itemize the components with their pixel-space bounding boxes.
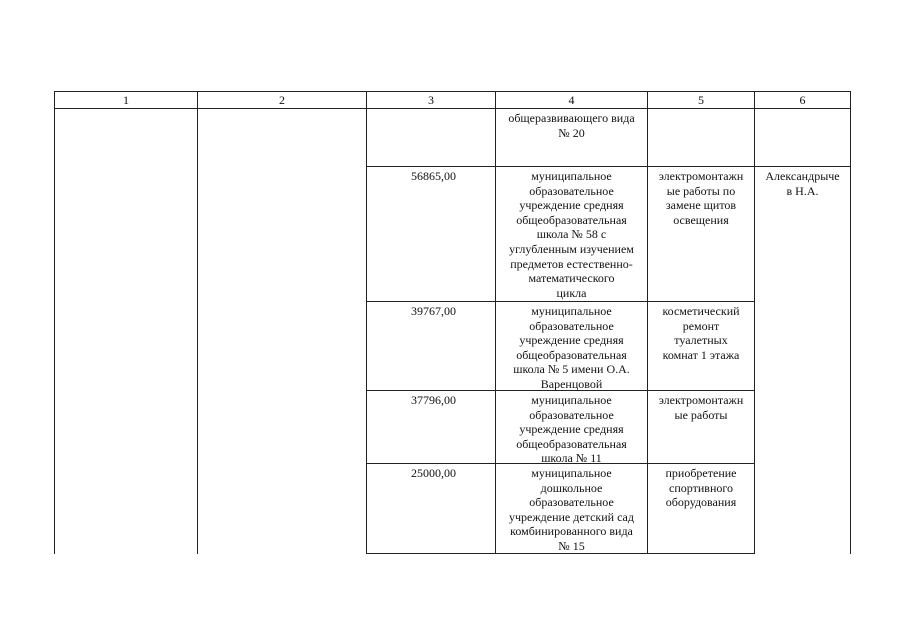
- header-col-2: 2: [279, 93, 285, 107]
- row-5-institution: муниципальное дошкольное образовательное учреждение детский сад комбинированного вида № 15: [509, 466, 634, 553]
- row-3-institution: муниципальное образовательное учреждение средняя общеобразовательная школа № 5 имени О.А. Варенцовой: [513, 304, 630, 391]
- row-2-work: электромонтажн ые работы по замене щитов освещения: [658, 169, 744, 227]
- row-3-amount: 39767,00: [411, 304, 456, 318]
- row-4-work: электромонтажн ые работы: [658, 393, 744, 422]
- row-4-amount: 37796,00: [411, 393, 456, 407]
- row-2-amount: 56865,00: [411, 169, 456, 183]
- row-1-institution: общеразвивающего вида № 20: [508, 111, 635, 140]
- col-1-left-border: [54, 91, 55, 554]
- row-2-institution: муниципальное образовательное учреждение средняя общеобразовательная школа № 58 с углубленным изучением предметов естественно- математического цикла: [509, 169, 634, 300]
- row-4-institution: муниципальное образовательное учреждение средняя общеобразовательная школа № 11: [516, 393, 627, 466]
- table-right-border: [850, 91, 851, 554]
- row-5-amount: 25000,00: [411, 466, 456, 480]
- header-col-6: 6: [799, 93, 806, 107]
- row-2-responsible: Александрыче в Н.А.: [765, 169, 840, 198]
- row-2-bottom-border: [366, 301, 754, 302]
- header-col-5: 5: [698, 93, 704, 107]
- header-col-4: 4: [568, 93, 575, 107]
- col-6-left-border: [754, 91, 755, 554]
- header-col-3: 3: [428, 93, 434, 107]
- table-top-border: [54, 91, 850, 92]
- row-5-work: приобретение спортивного оборудования: [665, 466, 737, 510]
- header-bottom-border: [54, 108, 850, 109]
- row-3-work: косметический ремонт туалетных комнат 1 этажа: [662, 304, 740, 362]
- row-1-bottom-border: [366, 166, 850, 167]
- header-col-1: 1: [123, 93, 129, 107]
- col-2-left-border: [197, 91, 198, 554]
- col-3-left-border: [366, 91, 367, 554]
